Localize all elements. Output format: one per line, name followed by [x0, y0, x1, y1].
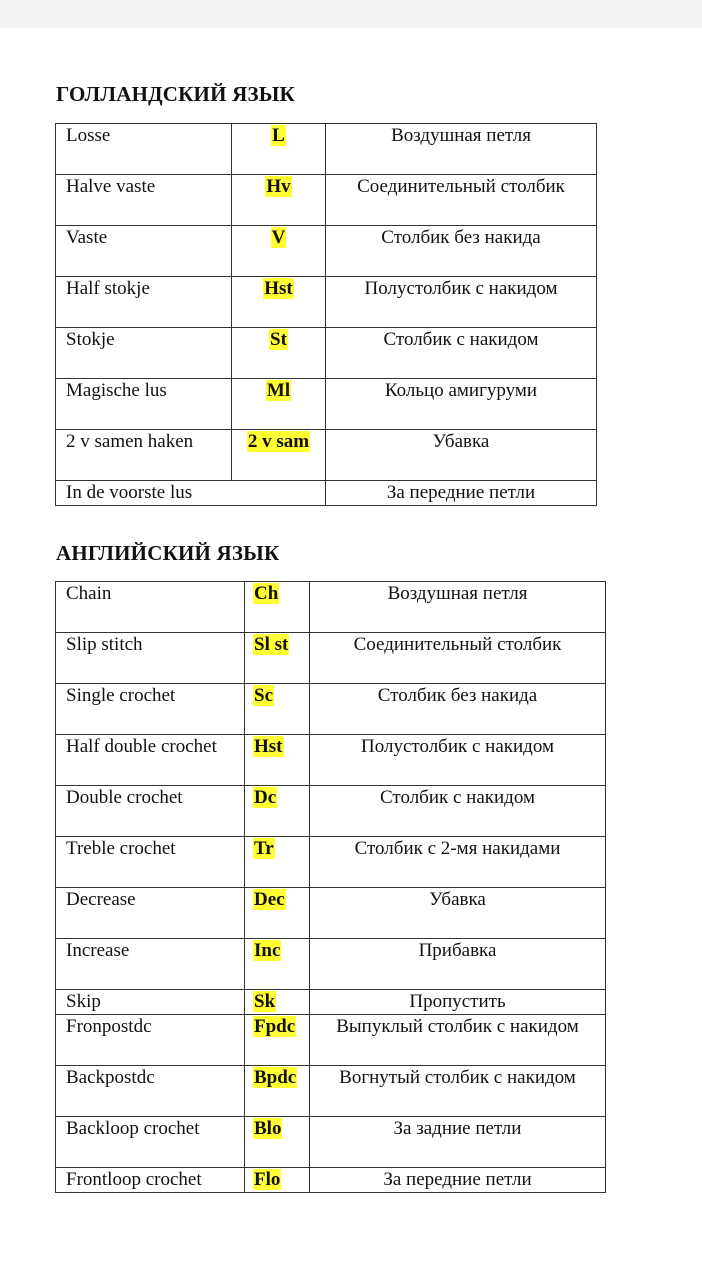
table-row [56, 633, 606, 684]
translation-cell: Вогнутый столбик с накидом [310, 1066, 606, 1117]
abbr-cell: Tr [254, 838, 274, 859]
translation-cell: Прибавка [310, 939, 606, 990]
translation-cell: Пропустить [310, 990, 606, 1015]
table-row [56, 379, 597, 430]
term-cell: Backpostdc [56, 1066, 245, 1117]
abbr-cell: Ch [254, 583, 279, 604]
translation-cell: Выпуклый столбик с накидом [310, 1015, 606, 1066]
term-cell: 2 v samen haken [56, 430, 232, 481]
term-cell: Stokje [56, 328, 232, 379]
abbr-cell: Ml [266, 380, 291, 401]
table-row [56, 430, 597, 481]
term-cell: Single crochet [56, 684, 245, 735]
term-cell: Increase [56, 939, 245, 990]
abbr-cell: Fpdc [254, 1016, 296, 1037]
translation-cell: Столбик без накида [310, 684, 606, 735]
translation-cell: Полустолбик с накидом [326, 277, 597, 328]
abbr-cell: Inc [254, 940, 281, 961]
term-cell: Losse [56, 124, 232, 175]
translation-cell: За передние петли [310, 1168, 606, 1193]
abbr-cell: Flo [254, 1169, 281, 1190]
abbr-cell: Dec [254, 889, 285, 910]
translation-cell: Соединительный столбик [326, 175, 597, 226]
term-cell: Magische lus [56, 379, 232, 430]
term-cell: Chain [56, 582, 245, 633]
translation-cell: Убавка [310, 888, 606, 939]
translation-cell: Столбик с накидом [310, 786, 606, 837]
abbr-cell: Bpdc [254, 1067, 297, 1088]
translation-cell: Воздушная петля [310, 582, 606, 633]
term-cell: Skip [56, 990, 245, 1015]
term-cell: Halve vaste [56, 175, 232, 226]
abbr-cell: V [271, 227, 286, 248]
table-row [56, 990, 606, 1015]
term-cell: Half double crochet [56, 735, 245, 786]
translation-cell: Столбик с накидом [326, 328, 597, 379]
table-row [56, 837, 606, 888]
term-cell: Fronpostdc [56, 1015, 245, 1066]
abbr-cell: Sl st [254, 634, 289, 655]
table-row [56, 481, 597, 506]
abbr-cell: Hv [266, 176, 291, 197]
table-row [56, 684, 606, 735]
term-cell: Backloop crochet [56, 1117, 245, 1168]
table-row [56, 1066, 606, 1117]
english-heading: АНГЛИЙСКИЙ ЯЗЫК [56, 541, 280, 565]
table-row [56, 735, 606, 786]
table-row [56, 226, 597, 277]
abbr-cell: Sc [254, 685, 273, 706]
english-table [55, 581, 606, 1193]
abbr-cell: Hst [264, 278, 293, 299]
translation-cell: Воздушная петля [326, 124, 597, 175]
top-bar [0, 0, 702, 28]
table-row [56, 786, 606, 837]
term-cell: Decrease [56, 888, 245, 939]
table-row [56, 1168, 606, 1193]
table-row [56, 124, 597, 175]
abbr-cell: Hst [254, 736, 283, 757]
abbr-cell: Sk [254, 991, 276, 1012]
dutch-heading: ГОЛЛАНДСКИЙ ЯЗЫК [56, 82, 295, 106]
translation-cell: Убавка [326, 430, 597, 481]
term-cell: Double crochet [56, 786, 245, 837]
table-row [56, 939, 606, 990]
abbr-cell: L [272, 125, 285, 146]
translation-cell: Полустолбик с накидом [310, 735, 606, 786]
abbr-cell: 2 v sam [247, 431, 310, 452]
abbr-cell: Blo [254, 1118, 282, 1139]
translation-cell: За передние петли [326, 481, 597, 506]
translation-cell: Столбик без накида [326, 226, 597, 277]
term-cell: Half stokje [56, 277, 232, 328]
term-cell: Frontloop crochet [56, 1168, 245, 1193]
table-row [56, 888, 606, 939]
dutch-table [55, 123, 597, 506]
table-row [56, 277, 597, 328]
table-row [56, 582, 606, 633]
abbr-cell: St [270, 329, 287, 350]
term-cell: Slip stitch [56, 633, 245, 684]
translation-cell: За задние петли [310, 1117, 606, 1168]
translation-cell: Кольцо амигуруми [326, 379, 597, 430]
table-row [56, 328, 597, 379]
table-row [56, 175, 597, 226]
translation-cell: Соединительный столбик [310, 633, 606, 684]
term-cell: Vaste [56, 226, 232, 277]
table-row [56, 1015, 606, 1066]
translation-cell: Столбик с 2-мя накидами [310, 837, 606, 888]
table-row [56, 1117, 606, 1168]
term-cell: Treble crochet [56, 837, 245, 888]
abbr-cell: Dc [254, 787, 277, 808]
term-cell: In de voorste lus [56, 481, 326, 506]
